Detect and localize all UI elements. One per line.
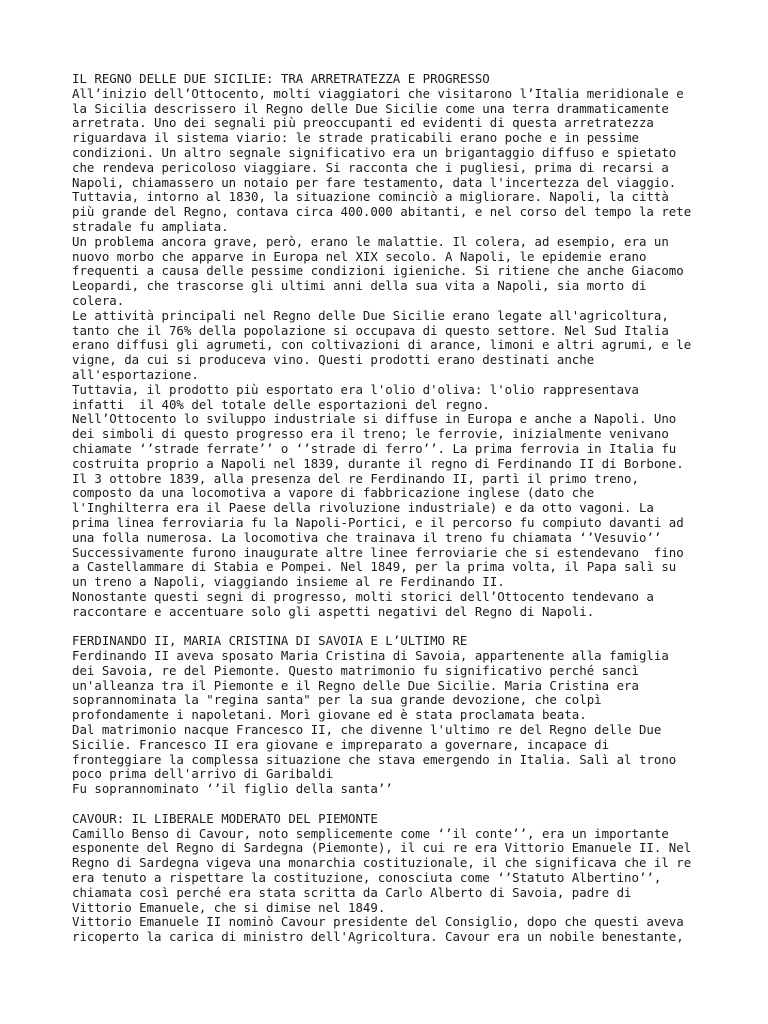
text-line: fronteggiare la complessa situazione che stava emergendo in Italia. Salì al trono [72, 751, 677, 767]
text-line: Le attività principali nel Regno delle Due Sicilie erano legate all'agricoltura, [72, 307, 669, 323]
text-line: Leopardi, che trascorse gli ultimi anni della sua vita a Napoli, sia morto di [72, 278, 647, 294]
text-line: una folla numerosa. La locomotiva che trainava il treno fu chiamata ‘’Vesuvio’’ [72, 529, 662, 545]
text-line: riguardava il sistema viario: le strade praticabili erano poche e in pessime [72, 130, 639, 146]
text-line: un'alleanza tra il Piemonte e il Regno delle Due Sicilie. Maria Cristina era [72, 677, 639, 693]
text-line: Sicilie. Francesco II era giovane e impreparato a governare, incapace di [72, 736, 610, 752]
section-heading: FERDINANDO II, MARIA CRISTINA DI SAVOIA E L’ULTIMO RE [72, 633, 468, 649]
text-line: tanto che il 76% della popolazione si occupava di questo settore. Nel Sud Italia [72, 322, 669, 338]
text-line: Fu soprannominato ‘’il figlio della santa’’ [72, 781, 393, 797]
text-line: prima linea ferroviaria fu la Napoli-Portici, e il percorso fu compiuto davanti ad [72, 514, 684, 530]
text-line: raccontare e accentuare solo gli aspetti negativi del Regno di Napoli. [72, 603, 595, 619]
section-spacer [72, 797, 712, 812]
text-line: infatti il 40% del totale delle esportazioni del regno. [72, 396, 490, 412]
text-line: la Sicilia descrissero il Regno delle Due Sicilie come una terra drammaticamente [72, 100, 669, 116]
section-spacer [72, 619, 712, 634]
text-line: soprannominata la "regina santa" per la sua grande devozione, che colpì [72, 692, 602, 708]
text-line: ricoperto la carica di ministro dell'Agricoltura. Cavour era un nobile benestante, [72, 929, 684, 945]
text-line: chiamata così perché era stata scritta da Carlo Alberto di Savoia, padre di [72, 884, 632, 900]
text-line: condizioni. Un altro segnale significativo era un brigantaggio diffuso e spietato [72, 144, 677, 160]
text-line: composto da una locomotiva a vapore di fabbricazione inglese (dato che [72, 485, 595, 501]
text-line: colera. [72, 292, 125, 308]
text-line: profondamente i napoletani. Morì giovane ed è stata proclamata beata. [72, 707, 587, 723]
text-line: che rendeva pericoloso viaggiare. Si racconta che i pugliesi, prima di recarsi a [72, 159, 669, 175]
text-line: Napoli, chiamassero un notaio per fare testamento, data l'incertezza del viaggio. [72, 174, 677, 190]
text-line: Tuttavia, intorno al 1830, la situazione cominciò a migliorare. Napoli, la città [72, 189, 669, 205]
text-line: arretrata. Uno dei segnali più preoccupanti ed evidenti di questa arretratezza [72, 115, 654, 131]
section-heading: IL REGNO DELLE DUE SICILIE: TRA ARRETRATEZZA E PROGRESSO [72, 71, 490, 86]
text-line: un treno a Napoli, viaggiando insieme al re Ferdinando II. [72, 574, 505, 590]
text-line: dei simboli di questo progresso era il treno; le ferrovie, inizialmente venivano [72, 426, 669, 442]
document-page [72, 72, 712, 945]
text-line: a Castellammare di Stabia e Pompei. Nel 1849, per la prima volta, il Papa salì su [72, 559, 677, 575]
text-line: vigne, da cui si produceva vino. Questi prodotti erano destinati anche [72, 352, 595, 368]
text-line: Dal matrimonio nacque Francesco II, che divenne l'ultimo re del Regno delle Due [72, 722, 662, 738]
section-heading: CAVOUR: IL LIBERALE MODERATO DEL PIEMONTE [72, 810, 378, 826]
text-line: Un problema ancora grave, però, erano le malattie. Il colera, ad esempio, era un [72, 233, 669, 249]
text-line: stradale fu ampliata. [72, 218, 229, 234]
text-line: All’inizio dell’Ottocento, molti viaggiatori che visitarono l’Italia meridionale e [72, 85, 684, 101]
text-line: Camillo Benso di Cavour, noto semplicemente come ‘’il conte’’, era un importante [72, 825, 669, 841]
text-line: dei Savoia, re del Piemonte. Questo matrimonio fu significativo perché sancì [72, 662, 639, 678]
text-line: all'esportazione. [72, 366, 199, 382]
text-line: Vittorio Emanuele, che si dimise nel 1849. [72, 899, 386, 915]
text-line: era tenuto a rispettare la costituzione, conosciuta come ‘’Statuto Albertino’’, [72, 870, 662, 886]
text-line: Vittorio Emanuele II nominò Cavour presidente del Consiglio, dopo che questi aveva [72, 914, 684, 930]
text-line: costruita proprio a Napoli nel 1839, durante il regno di Ferdinando II di Borbone. [72, 455, 684, 471]
text-line: Nonostante questi segni di progresso, molti storici dell’Ottocento tendevano a [72, 588, 654, 604]
text-line: Successivamente furono inaugurate altre linee ferroviarie che si estendevano fino [72, 544, 684, 560]
text-line: erano diffusi gli agrumeti, con coltivazioni di arance, limoni e altri agrumi, e le [72, 337, 692, 353]
text-line: poco prima dell'arrivo di Garibaldi [72, 766, 334, 782]
text-line: l'Inghilterra era il Paese della rivoluzione industriale) e da otto vagoni. La [72, 500, 654, 516]
text-line: Regno di Sardegna vigeva una monarchia costituzionale, il che significava che il re [72, 855, 692, 871]
text-line: Ferdinando II aveva sposato Maria Cristina di Savoia, appartenente alla famiglia [72, 648, 669, 664]
text-line: esponente del Regno di Sardegna (Piemonte), il cui re era Vittorio Emanuele II. Nel [72, 840, 692, 856]
text-line: Il 3 ottobre 1839, alla presenza del re Ferdinando II, partì il primo treno, [72, 470, 639, 486]
text-line: più grande del Regno, contava circa 400.000 abitanti, e nel corso del tempo la rete [72, 204, 692, 220]
text-line: frequenti a causa delle pessime condizioni igieniche. Si ritiene che anche Giacomo [72, 263, 684, 279]
text-line: chiamate ‘’strade ferrate’’ o ‘’strade di ferro’’. La prima ferrovia in Italia fu [72, 440, 677, 456]
text-line: nuovo morbo che apparve in Europa nel XIX secolo. A Napoli, le epidemie erano [72, 248, 647, 264]
text-line: Nell’Ottocento lo sviluppo industriale si diffuse in Europa e anche a Napoli. Uno [72, 411, 677, 427]
text-line: Tuttavia, il prodotto più esportato era l'olio d'oliva: l'olio rappresentava [72, 381, 639, 397]
